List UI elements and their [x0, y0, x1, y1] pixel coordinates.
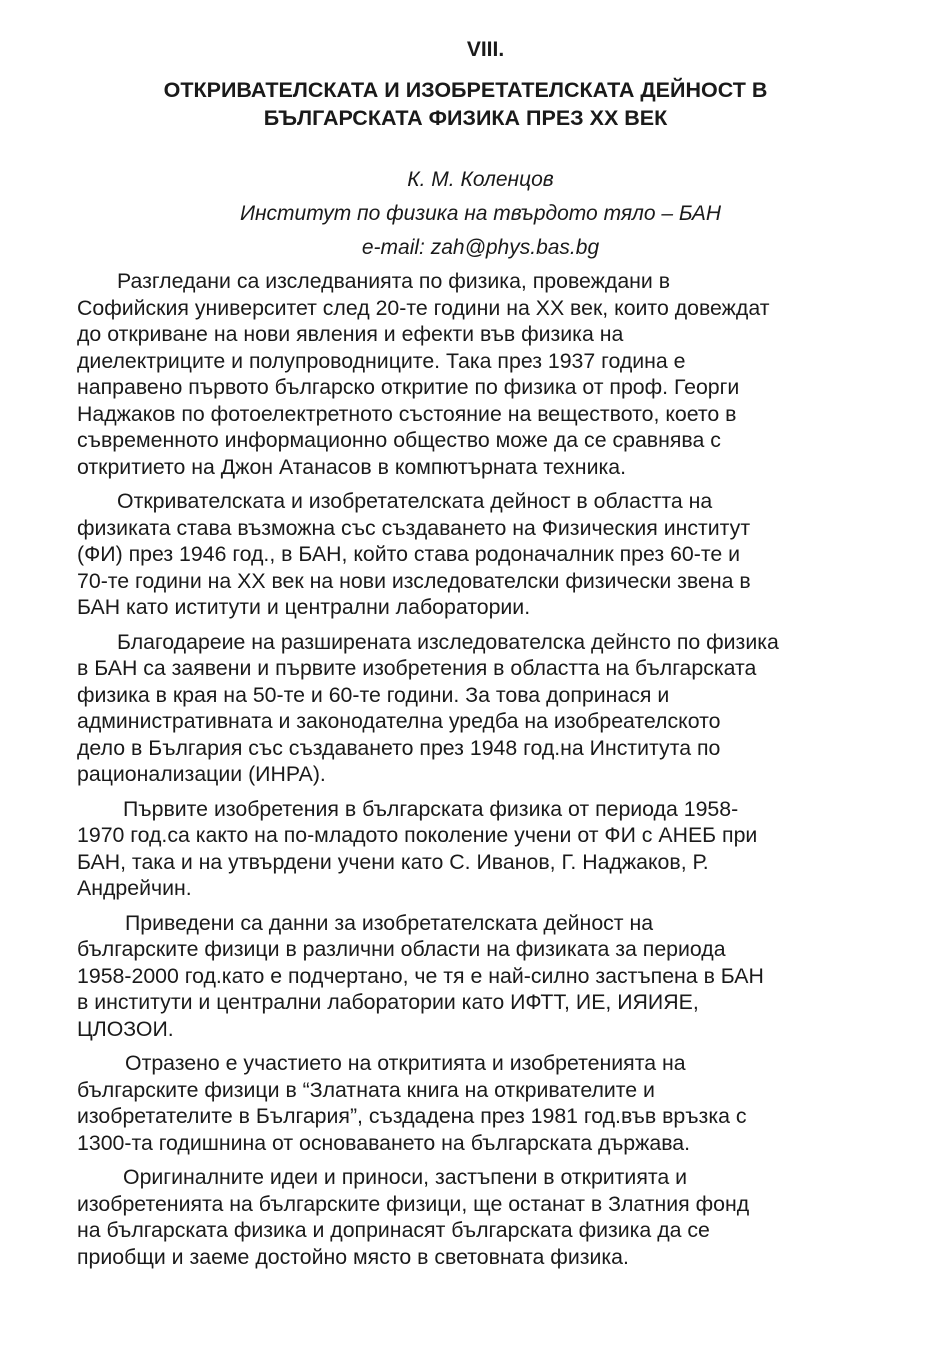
text-line: съвременното информационно общество може да се сравнява с	[77, 428, 721, 452]
chapter-number: VIII.	[466, 38, 505, 61]
text-line: административната и законодателна уредба на изобреателското	[77, 709, 721, 733]
text-line: до откриване на нови явления и ефекти във физика на	[77, 322, 624, 346]
text-line: на българската физика и допринасят българската физика да се	[77, 1218, 710, 1242]
text-line: Софийския университет след 20-те години на ХХ век, които довеждат	[77, 295, 770, 320]
paragraph	[77, 796, 887, 902]
text-line: направено първото българско откритие по физика от проф. Георги	[77, 375, 740, 399]
text-line: изобретателите в България”, създадена през 1981 год.във връзка с	[77, 1104, 747, 1128]
text-line: българските физици в различни области на физиката за периода	[77, 937, 726, 961]
paragraph	[77, 1164, 887, 1270]
text-line: Оригиналните идеи и приноси, застъпени в откритията и	[123, 1165, 688, 1189]
paragraph	[77, 629, 887, 788]
text-line: диелектриците и полупроводниците. Така през 1937 година е	[77, 348, 686, 373]
text-line: 70-те години на ХХ век на нови изследователски физически звена в	[77, 568, 751, 593]
paragraph	[77, 910, 887, 1043]
text-line: Андрейчин.	[77, 876, 192, 900]
title-line: БЪЛГАРСКАТА ФИЗИКА ПРЕЗ ХХ ВЕК	[263, 106, 668, 130]
text-line: ЦЛОЗОИ.	[77, 1016, 174, 1041]
author-email: e-mail: zah@phys.bas.bg	[361, 236, 600, 259]
text-line: Наджаков по фотоелектретното състояние на веществото, което в	[77, 401, 737, 426]
abstract-body	[77, 268, 887, 1278]
text-line: 1970 год.са както на по-младото поколение учени от ФИ с АНЕБ при	[77, 823, 758, 847]
text-line: приобщи и заеме достойно място в световната физика.	[77, 1244, 629, 1269]
text-line: рационализации (ИНРА).	[77, 762, 326, 786]
text-line: Разгледани са изследванията по физика, провеждани в	[117, 269, 671, 293]
text-line: физика в края на 50-те и 60-те години. За това допринася и	[77, 682, 670, 707]
text-line: в институти и централни лаборатории като ИФТТ, ИЕ, ИЯИЯЕ,	[77, 990, 699, 1014]
page-title	[60, 76, 871, 132]
text-line: в БАН са заявени и първите изобретения в областта на българската	[77, 656, 757, 680]
text-line: българските физици в “Златната книга на откривателите и	[77, 1077, 655, 1102]
paragraph	[77, 268, 887, 480]
text-line: Благодареие на разширената изследователска дейнсто по физика	[117, 629, 779, 654]
text-line: Отразено е участието на откритията и изобретенията на	[125, 1051, 686, 1075]
paragraph	[77, 1050, 887, 1156]
text-line: (ФИ) през 1946 год., в БАН, който става родоначалник през 60-те и	[77, 542, 741, 566]
text-line: физиката става възможна със създаването на Физическия институт	[77, 515, 751, 540]
text-line: откритието на Джон Атанасов в компютърната техника.	[77, 454, 627, 479]
text-line: Първите изобретения в българската физика от периода 1958-	[123, 796, 739, 821]
author-affiliation: Институт по физика на твърдото тяло – БАН	[239, 202, 722, 225]
text-line: 1958-2000 год.като е подчертано, че тя е най-силно застъпена в БАН	[77, 963, 764, 988]
title-line: ОТКРИВАТЕЛСКАТА И ИЗОБРЕТАТЕЛСКАТА ДЕЙНОСТ В	[163, 78, 768, 102]
text-line: БАН като иститути и централни лаборатории.	[77, 595, 531, 619]
author-name: К. М. Коленцов	[407, 168, 554, 191]
paragraph	[77, 488, 887, 621]
text-line: Приведени са данни за изобретателската дейност на	[125, 910, 654, 935]
text-line: 1300-та годишнина от основаването на българската държава.	[77, 1130, 691, 1155]
text-line: Откривателската и изобретателската дейност в областта на	[117, 489, 713, 513]
text-line: изобретенията на българските физици, ще останат в Златния фонд	[77, 1191, 750, 1216]
text-line: дело в България със създаването през 1948 год.на Института по	[77, 735, 721, 760]
text-line: БАН, така и на утвърдени учени като С. Иванов, Г. Наджаков, Р.	[77, 849, 709, 874]
